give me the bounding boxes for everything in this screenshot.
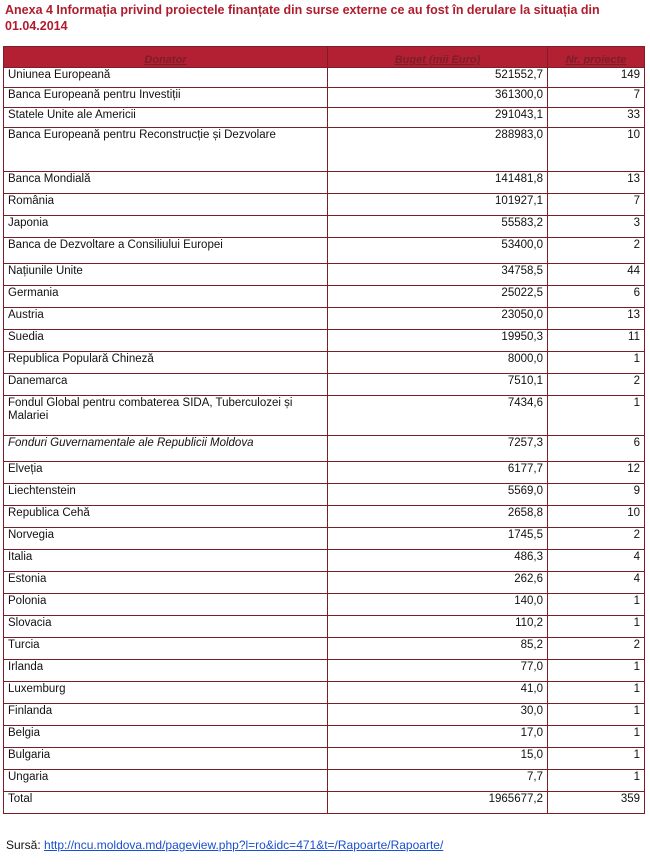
donor-cell: Belgia <box>4 726 328 748</box>
budget-cell: 7510,1 <box>328 374 548 396</box>
title-line-1: Anexa 4 Informația privind proiectele finanțate din surse externe ce au fost în derulare la situația din <box>5 3 600 17</box>
table-row <box>4 792 645 814</box>
budget-cell: 77,0 <box>328 660 548 682</box>
table-row <box>4 374 645 396</box>
source-line <box>6 838 443 852</box>
budget-cell: 15,0 <box>328 748 548 770</box>
budget-cell: 288983,0 <box>328 128 548 172</box>
donor-cell: Elveția <box>4 462 328 484</box>
projects-cell: 2 <box>548 238 645 264</box>
donor-cell: Polonia <box>4 594 328 616</box>
donor-cell: Irlanda <box>4 660 328 682</box>
donor-cell: Banca Europeană pentru Investiții <box>4 88 328 108</box>
budget-cell: 361300,0 <box>328 88 548 108</box>
donor-cell: Austria <box>4 308 328 330</box>
projects-cell: 2 <box>548 528 645 550</box>
projects-cell: 11 <box>548 330 645 352</box>
budget-cell: 34758,5 <box>328 264 548 286</box>
table-row <box>4 506 645 528</box>
table-row <box>4 484 645 506</box>
projects-cell: 1 <box>548 616 645 638</box>
table-row <box>4 108 645 128</box>
budget-cell: 7257,3 <box>328 436 548 462</box>
projects-cell: 149 <box>548 68 645 88</box>
donor-cell: România <box>4 194 328 216</box>
table-row <box>4 660 645 682</box>
table-row <box>4 264 645 286</box>
table-row <box>4 638 645 660</box>
donor-cell: Ungaria <box>4 770 328 792</box>
budget-cell: 19950,3 <box>328 330 548 352</box>
title-line-2: 01.04.2014 <box>5 19 68 33</box>
donor-cell: Turcia <box>4 638 328 660</box>
projects-cell: 1 <box>548 352 645 374</box>
header-projects: Nr. proiecte <box>548 47 645 68</box>
table-row <box>4 682 645 704</box>
donor-cell: Fonduri Guvernamentale ale Republicii Moldova <box>4 436 328 462</box>
document-title <box>5 2 650 34</box>
donor-cell: Statele Unite ale Americii <box>4 108 328 128</box>
budget-cell: 7434,6 <box>328 396 548 436</box>
budget-cell: 291043,1 <box>328 108 548 128</box>
table-row <box>4 330 645 352</box>
table-row <box>4 748 645 770</box>
budget-cell: 25022,5 <box>328 286 548 308</box>
table-row <box>4 462 645 484</box>
projects-cell: 7 <box>548 194 645 216</box>
table-row <box>4 172 645 194</box>
budget-cell: 7,7 <box>328 770 548 792</box>
donor-cell: Banca de Dezvoltare a Consiliului Europei <box>4 238 328 264</box>
projects-cell: 1 <box>548 682 645 704</box>
donor-cell: Fondul Global pentru combaterea SIDA, Tuberculozei și Malariei <box>4 396 328 436</box>
table-row <box>4 396 645 436</box>
header-donor: Donator <box>4 47 328 68</box>
projects-cell: 13 <box>548 172 645 194</box>
table-row <box>4 572 645 594</box>
table-row <box>4 128 645 172</box>
table-row <box>4 238 645 264</box>
donor-cell: Suedia <box>4 330 328 352</box>
projects-cell: 1 <box>548 396 645 436</box>
budget-cell: 101927,1 <box>328 194 548 216</box>
budget-cell: 53400,0 <box>328 238 548 264</box>
table-row <box>4 528 645 550</box>
table-row <box>4 770 645 792</box>
budget-cell: 55583,2 <box>328 216 548 238</box>
projects-cell: 1 <box>548 748 645 770</box>
projects-cell: 6 <box>548 436 645 462</box>
projects-cell: 6 <box>548 286 645 308</box>
projects-cell: 2 <box>548 638 645 660</box>
budget-cell: 6177,7 <box>328 462 548 484</box>
table-row <box>4 286 645 308</box>
table-row <box>4 550 645 572</box>
source-label: Sursă: <box>6 838 41 852</box>
budget-cell: 140,0 <box>328 594 548 616</box>
budget-cell: 2658,8 <box>328 506 548 528</box>
donor-cell: Danemarca <box>4 374 328 396</box>
donor-cell: Uniunea Europeană <box>4 68 328 88</box>
projects-cell: 1 <box>548 704 645 726</box>
donor-cell: Liechtenstein <box>4 484 328 506</box>
donor-cell: Republica Populară Chineză <box>4 352 328 374</box>
header-budget: Buget (mii Euro) <box>328 47 548 68</box>
projects-cell: 2 <box>548 374 645 396</box>
budget-cell: 17,0 <box>328 726 548 748</box>
projects-cell: 1 <box>548 770 645 792</box>
donor-cell: Republica Cehă <box>4 506 328 528</box>
donor-cell: Germania <box>4 286 328 308</box>
donor-cell: Italia <box>4 550 328 572</box>
donor-cell: Finlanda <box>4 704 328 726</box>
budget-cell: 1965677,2 <box>328 792 548 814</box>
projects-cell: 13 <box>548 308 645 330</box>
table-header-row <box>4 47 645 68</box>
table-row <box>4 194 645 216</box>
donor-cell: Estonia <box>4 572 328 594</box>
donor-cell: Națiunile Unite <box>4 264 328 286</box>
donor-cell: Banca Europeană pentru Reconstrucție și Dezvolare <box>4 128 328 172</box>
table-row <box>4 68 645 88</box>
projects-cell: 44 <box>548 264 645 286</box>
budget-cell: 521552,7 <box>328 68 548 88</box>
table-row <box>4 616 645 638</box>
table-row <box>4 594 645 616</box>
budget-cell: 41,0 <box>328 682 548 704</box>
source-link[interactable]: http://ncu.moldova.md/pageview.php?l=ro&idc=471&t=/Rapoarte/Rapoarte/ <box>44 838 444 852</box>
budget-cell: 5569,0 <box>328 484 548 506</box>
projects-cell: 3 <box>548 216 645 238</box>
table-row <box>4 436 645 462</box>
donor-cell: Japonia <box>4 216 328 238</box>
donor-cell: Norvegia <box>4 528 328 550</box>
projects-cell: 4 <box>548 572 645 594</box>
projects-cell: 10 <box>548 506 645 528</box>
projects-cell: 4 <box>548 550 645 572</box>
projects-cell: 10 <box>548 128 645 172</box>
budget-cell: 141481,8 <box>328 172 548 194</box>
projects-cell: 1 <box>548 726 645 748</box>
budget-cell: 1745,5 <box>328 528 548 550</box>
budget-cell: 85,2 <box>328 638 548 660</box>
projects-cell: 359 <box>548 792 645 814</box>
projects-cell: 9 <box>548 484 645 506</box>
budget-cell: 8000,0 <box>328 352 548 374</box>
donor-cell: Total <box>4 792 328 814</box>
budget-cell: 262,6 <box>328 572 548 594</box>
table-row <box>4 352 645 374</box>
table-row <box>4 704 645 726</box>
projects-cell: 33 <box>548 108 645 128</box>
table-row <box>4 308 645 330</box>
table-row <box>4 88 645 108</box>
budget-cell: 30,0 <box>328 704 548 726</box>
projects-cell: 12 <box>548 462 645 484</box>
table-row <box>4 726 645 748</box>
donor-cell: Slovacia <box>4 616 328 638</box>
donor-cell: Bulgaria <box>4 748 328 770</box>
projects-cell: 1 <box>548 660 645 682</box>
donor-cell: Luxemburg <box>4 682 328 704</box>
donors-table <box>3 46 645 814</box>
table-row <box>4 216 645 238</box>
budget-cell: 110,2 <box>328 616 548 638</box>
table-body <box>4 68 645 814</box>
projects-cell: 1 <box>548 594 645 616</box>
donor-cell: Banca Mondială <box>4 172 328 194</box>
projects-cell: 7 <box>548 88 645 108</box>
budget-cell: 486,3 <box>328 550 548 572</box>
budget-cell: 23050,0 <box>328 308 548 330</box>
